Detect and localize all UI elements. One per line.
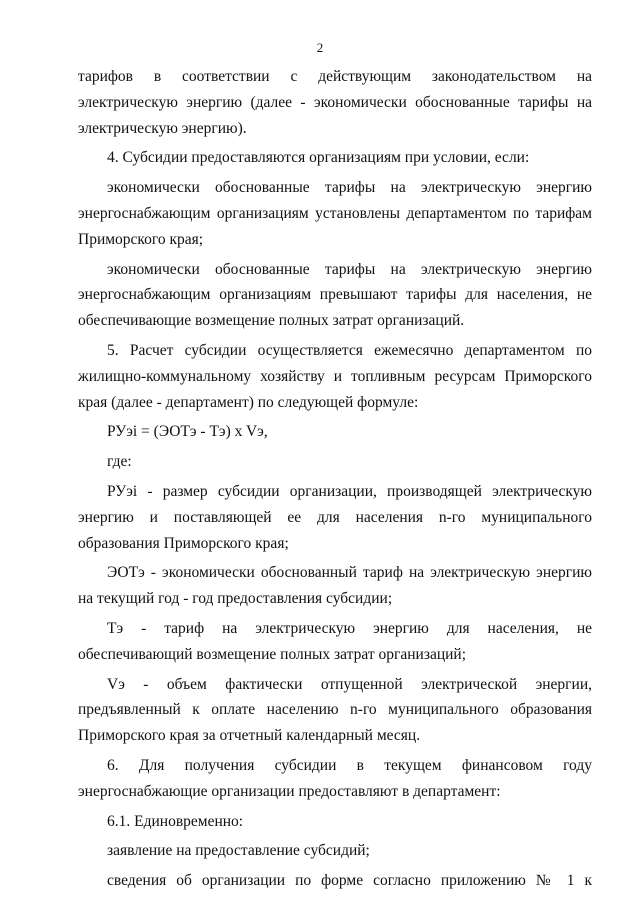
paragraph-condition-2: экономически обоснованные тарифы на электрическую энергию энергоснабжающим организациям превышают тарифы для населения, не обеспечивающие возмещение полных затрат организаций.: [78, 260, 592, 330]
paragraph-item-4: 4. Субсидии предоставляются организациям при условии, если:: [107, 149, 530, 167]
document-body: [78, 64, 592, 894]
paragraph-item-6: 6. Для получения субсидии в текущем финансовом году энергоснабжающие организации предоставляют в департамент:: [78, 756, 592, 800]
definition-te: Тэ - тариф на электрическую энергию для населения, не обеспечивающий возмещение полных затрат организаций;: [78, 619, 592, 663]
definition-eote: ЭОТэ - экономически обоснованный тариф на электрическую энергию на текущий год - год предоставления субсидии;: [78, 564, 592, 608]
formula-where-label: где:: [107, 453, 132, 471]
definition-ruei: РУэi - размер субсидии организации, производящей электрическую энергию и поставляющей ее для населения n-го муниципального образования Приморского края;: [78, 482, 592, 552]
subsidy-formula: РУэi = (ЭОТэ - Тэ) x Vэ,: [107, 423, 268, 441]
paragraph-item-6-1: 6.1. Единовременно:: [107, 812, 244, 830]
page-number: 2: [316, 40, 324, 55]
list-item-application: заявление на предоставление субсидий;: [107, 842, 370, 860]
definition-ve: Vэ - объем фактически отпущенной электрической энергии, предъявленный к оплате населению n-го муниципального образования Приморского края за отчетный календарный месяц.: [78, 675, 592, 745]
paragraph-item-5: 5. Расчет субсидии осуществляется ежемесячно департаментом по жилищно-коммунальному хозяйству и топливным ресурсам Приморского края (далее - департамент) по следующей формуле:: [78, 341, 592, 411]
list-item-organization-info: сведения об организации по форме согласно приложению № 1 к: [107, 872, 592, 890]
paragraph-tariffs-continuation: тарифов в соответствии с действующим законодательством на электрическую энергию (далее - экономически обоснованные тарифы на электрическую энергию).: [78, 68, 592, 137]
paragraph-condition-1: экономически обоснованные тарифы на электрическую энергию энергоснабжающим организациям установлены департаментом по тарифам Приморского края;: [78, 179, 592, 248]
